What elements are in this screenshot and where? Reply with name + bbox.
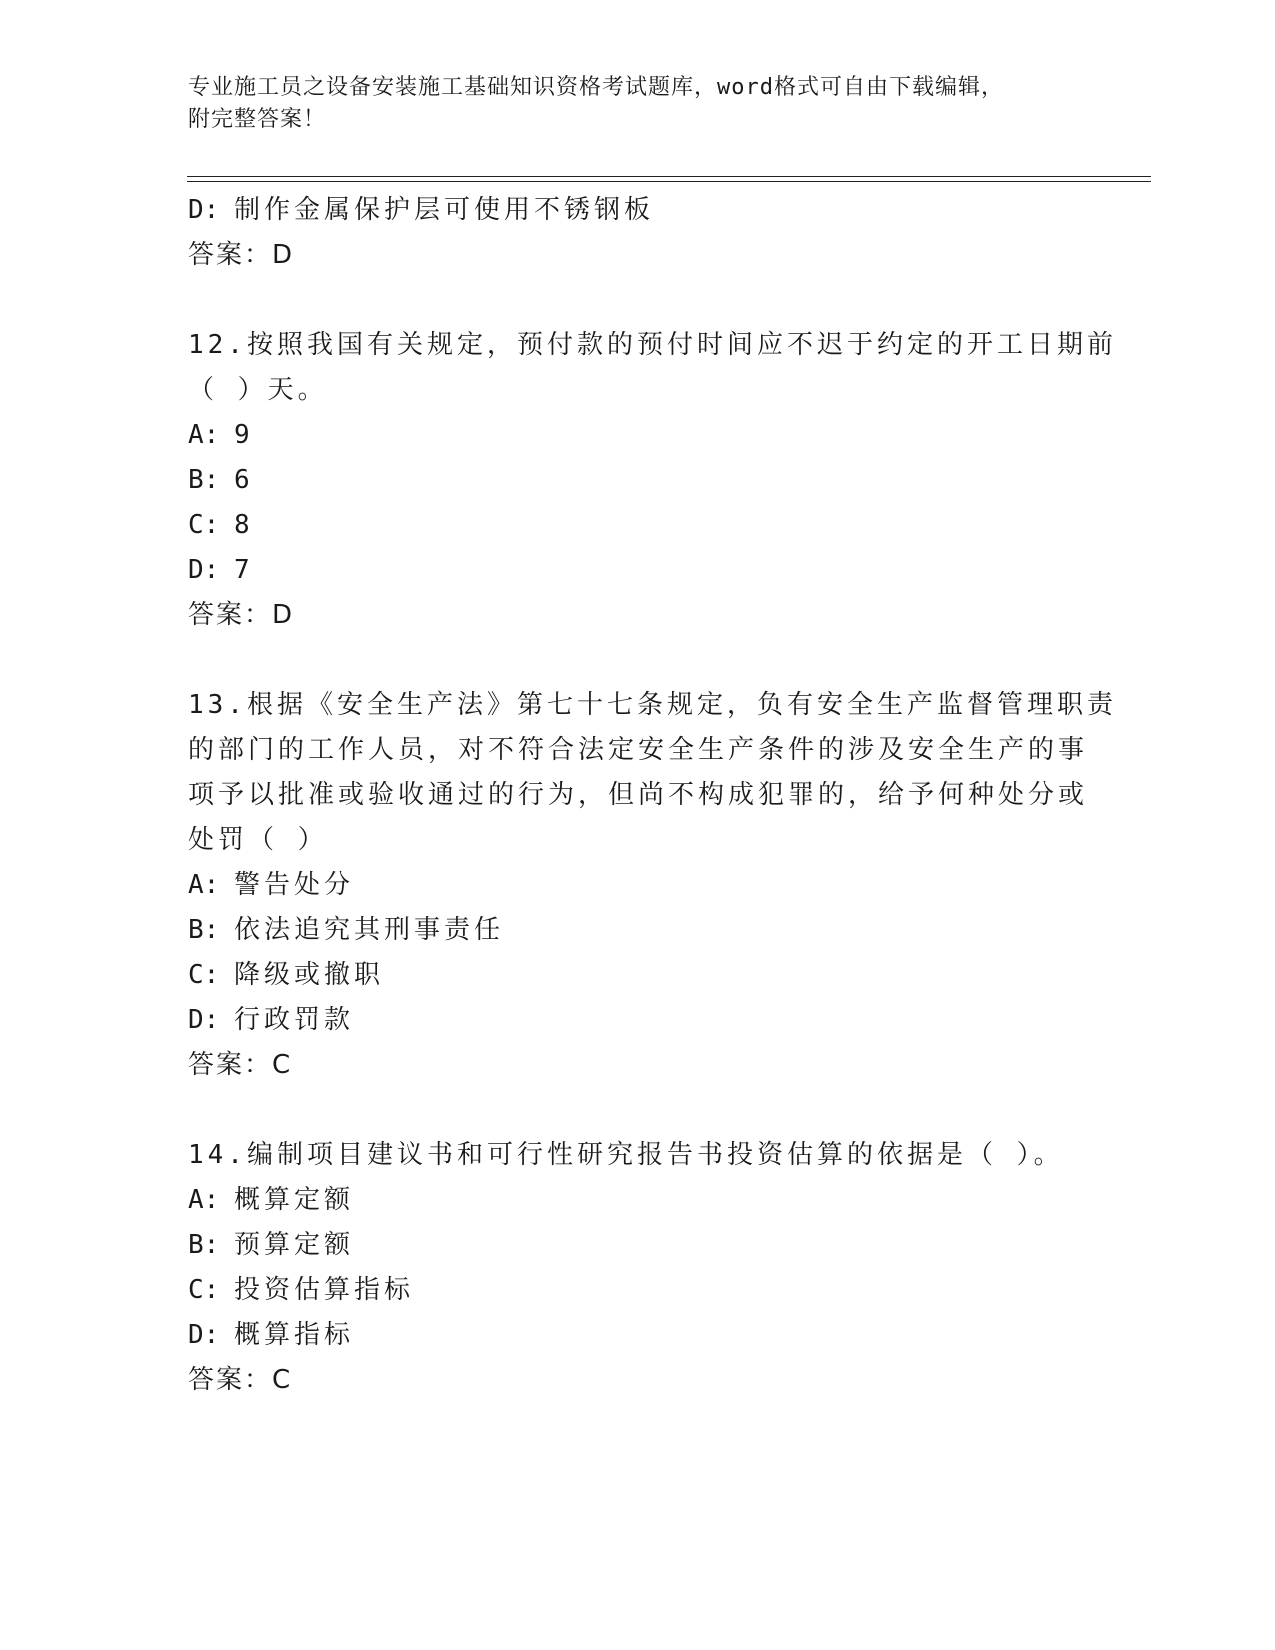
header-line-2: 附完整答案！ [188, 107, 327, 132]
q12-option-c [188, 503, 1088, 548]
q13-stem-line-3: 项予以批准或验收通过的行为，但尚不构成犯罪的，给予何种处分或 [188, 780, 1089, 810]
option-key: C: [188, 960, 220, 990]
q13-option-b [188, 908, 1088, 953]
q14-option-a [188, 1178, 1088, 1223]
q14-option-b [188, 1223, 1088, 1268]
option-key: D: [188, 1320, 220, 1350]
header-rule-bottom [187, 181, 1151, 182]
q14-option-d [188, 1313, 1088, 1358]
q12-option-d [188, 548, 1088, 593]
prev-option-d [188, 188, 1088, 233]
option-text: 依法追究其刑事责任 [234, 915, 505, 945]
q13-stem-line-4: 处罚（ ） [188, 825, 328, 855]
q13-stem-line-2: 的部门的工作人员，对不符合法定安全生产条件的涉及安全生产的事 [188, 735, 1089, 765]
option-text: 降级或撤职 [234, 960, 385, 990]
q12-stem-line-1: 12.按照我国有关规定，预付款的预付时间应不迟于约定的开工日期前 [188, 330, 1117, 360]
document-header [188, 72, 1088, 136]
option-text: 9 [234, 420, 254, 450]
option-key: B: [188, 465, 220, 495]
option-key: B: [188, 915, 220, 945]
spacer [188, 278, 1088, 323]
q12-stem-line-2: （ ）天。 [188, 375, 328, 405]
prev-answer: 答案：D [188, 240, 295, 270]
option-text: 制作金属保护层可使用不锈钢板 [234, 195, 655, 225]
option-key: C: [188, 510, 220, 540]
option-key: A: [188, 870, 220, 900]
option-key: B: [188, 1230, 220, 1260]
option-key: D: [188, 1005, 220, 1035]
option-text: 6 [234, 465, 254, 495]
option-key: A: [188, 1185, 220, 1215]
option-text: 预算定额 [234, 1230, 355, 1260]
header-line-1: 专业施工员之设备安装施工基础知识资格考试题库，word格式可自由下载编辑， [188, 75, 1004, 100]
q13-option-d [188, 998, 1088, 1043]
q12-answer: 答案：D [188, 600, 295, 630]
option-key: A: [188, 420, 220, 450]
option-key: C: [188, 1275, 220, 1305]
q14-stem-line-1: 14.编制项目建议书和可行性研究报告书投资估算的依据是（ ）。 [188, 1140, 1064, 1170]
q13-option-a [188, 863, 1088, 908]
spacer [188, 638, 1088, 683]
option-text: 8 [234, 510, 254, 540]
question-list [188, 188, 1117, 1403]
spacer [188, 1088, 1088, 1133]
q13-answer: 答案：C [188, 1050, 293, 1080]
option-text: 行政罚款 [234, 1005, 355, 1035]
option-text: 概算指标 [234, 1320, 355, 1350]
q12-option-a [188, 413, 1088, 458]
option-text: 警告处分 [234, 870, 355, 900]
option-key: D: [188, 555, 220, 585]
q13-option-c [188, 953, 1088, 998]
option-text: 7 [234, 555, 254, 585]
q14-answer: 答案：C [188, 1365, 293, 1395]
q12-option-b [188, 458, 1088, 503]
option-key: D: [188, 195, 220, 225]
header-rule-top [187, 176, 1151, 177]
option-text: 投资估算指标 [234, 1275, 415, 1305]
q14-option-c [188, 1268, 1088, 1313]
q13-stem-line-1: 13.根据《安全生产法》第七十七条规定，负有安全生产监督管理职责 [188, 690, 1117, 720]
option-text: 概算定额 [234, 1185, 355, 1215]
